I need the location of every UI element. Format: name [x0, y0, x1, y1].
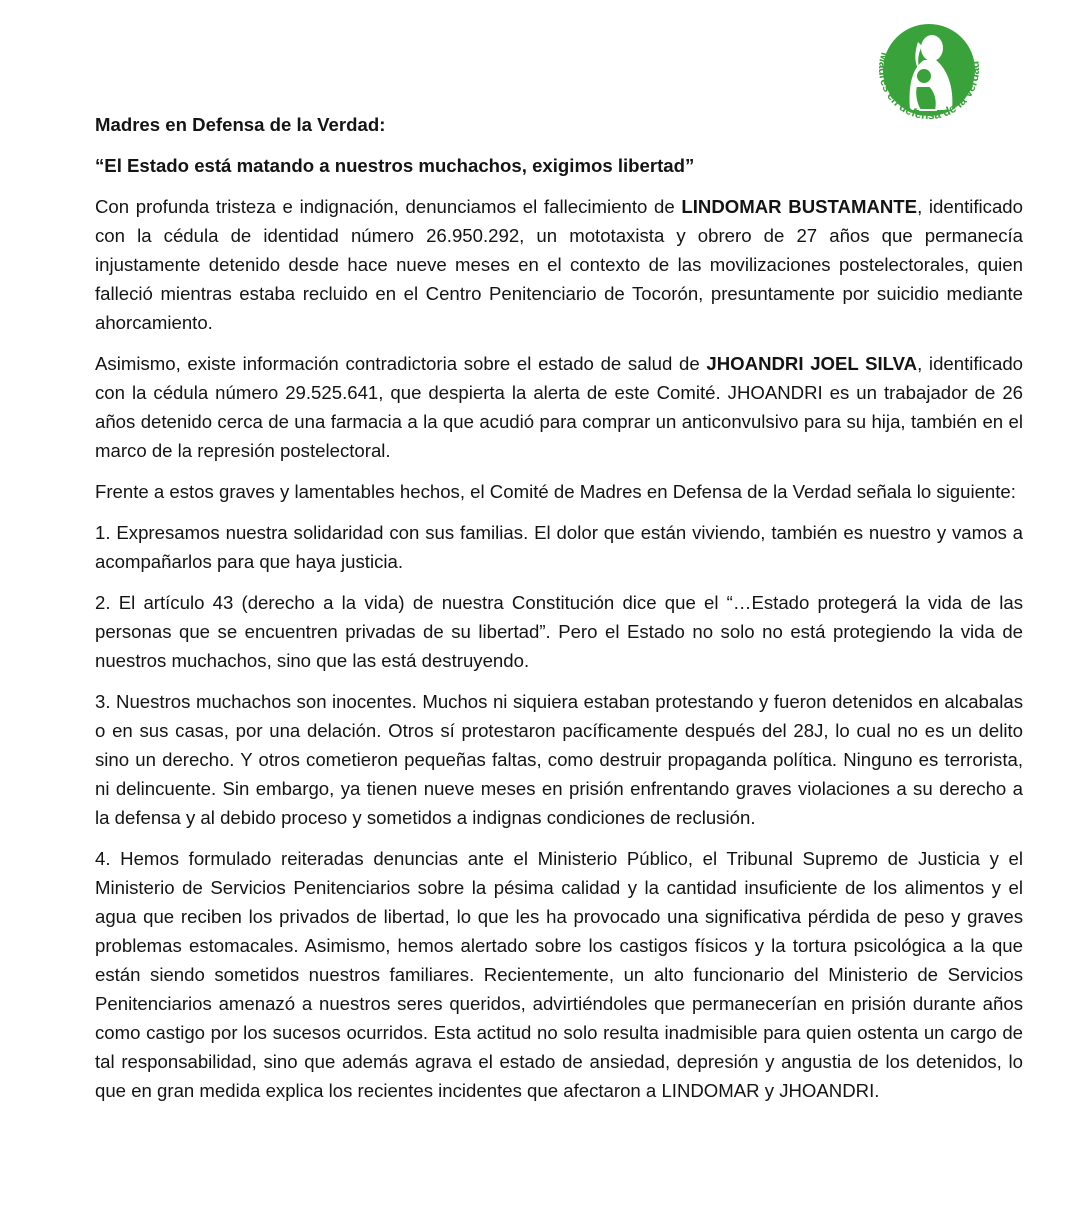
- point-2: 2. El artículo 43 (derecho a la vida) de nuestra Constitución dice que el “…Estado protegerá la vida de las personas que se encuentren privadas de su libertad”. Pero el Estado no solo no está protegiendo la vida de nuestros muchachos, sino que las está destruyendo.: [95, 592, 1023, 671]
- name-jhoandri: JHOANDRI JOEL SILVA: [706, 353, 918, 374]
- paragraph-2-post: , identificado con la cédula número 29.525.641, que despierta la alerta de este Comité. JHOANDRI es un trabajador de 26 años detenido cerca de una farmacia a la que acudió para comprar un anticonvulsivo para su hija, también en el marco de la represión postelectoral.: [95, 353, 1024, 461]
- paragraph-2: [95, 349, 1023, 465]
- paragraph-1-post: , identificado con la cédula de identidad número 26.950.292, un mototaxista y obrero de 27 años que permanecía injustamente detenido desde hace nueve meses en el contexto de las movilizaciones postelectorales, quien falleció mientras estaba recluido en el Centro Penitenciario de Tocorón, presuntamente por suicidio mediante ahorcamiento.: [95, 196, 1023, 333]
- paragraph-1: [95, 192, 1023, 337]
- document-subheading: “El Estado está matando a nuestros muchachos, exigimos libertad”: [95, 155, 695, 176]
- point-3: 3. Nuestros muchachos son inocentes. Muchos ni siquiera estaban protestando y fueron detenidos en alcabalas o en sus casas, por una delación. Otros sí protestaron pacíficamente después del 28J, lo cual no es un delito sino un derecho. Y otros cometieron pequeñas faltas, como destruir propaganda política. Ninguno es terrorista, ni delincuente. Sin embargo, ya tienen nueve meses en prisión enfrentando graves violaciones a su derecho a la defensa y al debido proceso y sometidos a indignas condiciones de reclusión.: [95, 691, 1023, 828]
- logo-text: Madres en defensa de la Verdad: [875, 51, 983, 123]
- name-lindomar: LINDOMAR BUSTAMANTE: [681, 196, 918, 217]
- point-1: 1. Expresamos nuestra solidaridad con sus familias. El dolor que están viviendo, también es nuestro y vamos a acompañarlos para que haya justicia.: [95, 522, 1023, 572]
- document-body: [95, 110, 1023, 1117]
- document-heading: Madres en Defensa de la Verdad:: [95, 114, 386, 135]
- paragraph-1-pre: Con profunda tristeza e indignación, denunciamos el fallecimiento de: [95, 196, 682, 217]
- paragraph-3: Frente a estos graves y lamentables hechos, el Comité de Madres en Defensa de la Verdad señala lo siguiente:: [95, 481, 1016, 502]
- paragraph-2-pre: Asimismo, existe información contradictoria sobre el estado de salud de: [95, 353, 707, 374]
- point-4: 4. Hemos formulado reiteradas denuncias ante el Ministerio Público, el Tribunal Supremo de Justicia y el Ministerio de Servicios Penitenciarios sobre la pésima calidad y la cantidad insuficiente de los alimentos y el agua que reciben los privados de libertad, lo que les ha provocado una significativa pérdida de peso y graves problemas estomacales. Asimismo, hemos alertado sobre los castigos físicos y la tortura psicológica a la que están siendo sometidos nuestros familiares. Recientemente, un alto funcionario del Ministerio de Servicios Penitenciarios amenazó a nuestros seres queridos, advirtiéndoles que permanecerían en prisión durante años como castigo por los sucesos ocurridos. Esta actitud no solo resulta inadmisible para quien ostenta un cargo de tal responsabilidad, sino que además agrava el estado de ansiedad, depresión y angustia de los detenidos, lo que en gran medida explica los recientes incidentes que afectaron a LINDOMAR y JHOANDRI.: [95, 848, 1023, 1101]
